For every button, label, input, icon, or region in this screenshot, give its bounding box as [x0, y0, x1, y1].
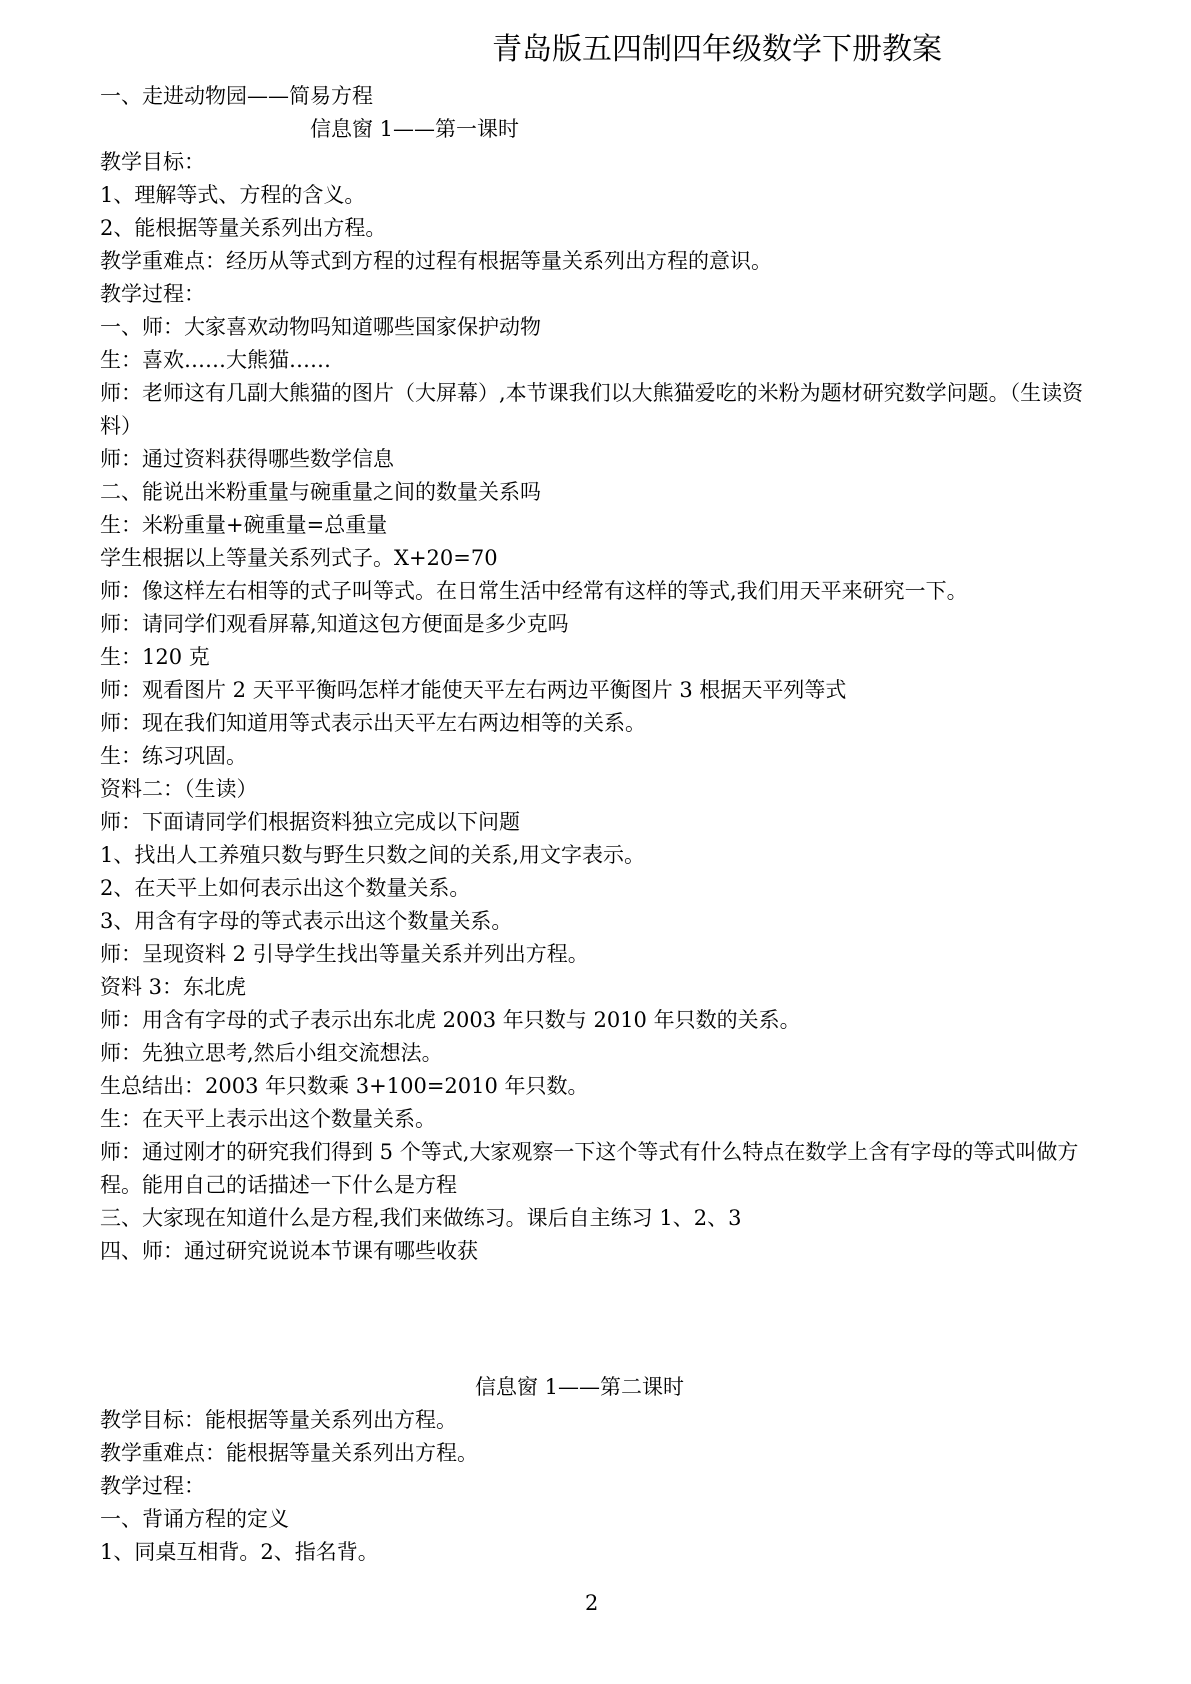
text-line: 师：下面请同学们根据资料独立完成以下问题	[100, 810, 520, 834]
page-number: 2	[585, 1591, 599, 1615]
text-line: 生：在天平上表示出这个数量关系。	[100, 1107, 436, 1131]
text-line: 教学过程：	[100, 282, 205, 306]
lesson1-subtitle: 信息窗 1——第一课时	[310, 117, 520, 141]
text-line: 教学目标：	[100, 150, 205, 174]
text-line: 1、理解等式、方程的含义。	[100, 183, 366, 207]
text-line: 师：老师这有几副大熊猫的图片（大屏幕）,本节课我们以大熊猫爱吃的米粉为题材研究数学问题。（生读资料）	[100, 381, 1084, 438]
text-line: 生：喜欢……大熊猫……	[100, 348, 331, 372]
text-line: 教学目标：能根据等量关系列出方程。	[100, 1408, 457, 1432]
text-line: 2、能根据等量关系列出方程。	[100, 216, 387, 240]
text-line: 师：现在我们知道用等式表示出天平左右两边相等的关系。	[100, 711, 646, 735]
lesson2-section	[100, 1404, 1100, 1569]
unit-heading: 一、走进动物园——简易方程	[100, 84, 373, 108]
text-line: 师：请同学们观看屏幕,知道这包方便面是多少克吗	[100, 612, 569, 636]
lesson2-subtitle: 信息窗 1——第二课时	[475, 1375, 685, 1399]
lesson1-section	[100, 80, 1100, 1268]
text-line: 生：练习巩固。	[100, 744, 247, 768]
text-line: 2、在天平上如何表示出这个数量关系。	[100, 876, 471, 900]
page-title: 青岛版五四制四年级数学下册教案	[492, 32, 942, 67]
text-line: 资料 3：东北虎	[100, 975, 247, 999]
text-line: 三、大家现在知道什么是方程,我们来做练习。课后自主练习 1、2、3	[100, 1206, 742, 1230]
text-line: 四、师：通过研究说说本节课有哪些收获	[100, 1239, 478, 1263]
text-line: 生总结出：2003 年只数乘 3+100=2010 年只数。	[100, 1074, 589, 1098]
text-line: 3、用含有字母的等式表示出这个数量关系。	[100, 909, 513, 933]
text-line: 师：通过刚才的研究我们得到 5 个等式,大家观察一下这个等式有什么特点在数学上含有字母的等式叫做方程。能用自己的话描述一下什么是方程	[100, 1140, 1079, 1197]
text-line: 学生根据以上等量关系列式子。X+20=70	[100, 546, 498, 570]
text-line: 教学过程：	[100, 1474, 205, 1498]
text-line: 师：先独立思考,然后小组交流想法。	[100, 1041, 443, 1065]
text-line: 1、同桌互相背。2、指名背。	[100, 1540, 379, 1564]
lesson1-body	[100, 146, 1100, 1268]
text-line: 教学重难点：能根据等量关系列出方程。	[100, 1441, 478, 1465]
lesson2-body	[100, 1404, 1100, 1569]
text-line: 一、背诵方程的定义	[100, 1507, 289, 1531]
text-line: 一、师：大家喜欢动物吗知道哪些国家保护动物	[100, 315, 541, 339]
text-line: 1、找出人工养殖只数与野生只数之间的关系,用文字表示。	[100, 843, 646, 867]
text-line: 师：用含有字母的式子表示出东北虎 2003 年只数与 2010 年只数的关系。	[100, 1008, 801, 1032]
text-line: 二、能说出米粉重量与碗重量之间的数量关系吗	[100, 480, 541, 504]
text-line: 师：像这样左右相等的式子叫等式。在日常生活中经常有这样的等式,我们用天平来研究一下。	[100, 579, 968, 603]
text-line: 生：米粉重量+碗重量=总重量	[100, 513, 388, 537]
text-line: 师：观看图片 2 天平平衡吗怎样才能使天平左右两边平衡图片 3 根据天平列等式	[100, 678, 847, 702]
text-line: 师：呈现资料 2 引导学生找出等量关系并列出方程。	[100, 942, 589, 966]
text-line: 师：通过资料获得哪些数学信息	[100, 447, 394, 471]
text-line: 资料二：（生读）	[100, 777, 258, 801]
text-line: 教学重难点：经历从等式到方程的过程有根据等量关系列出方程的意识。	[100, 249, 772, 273]
text-line: 生：120 克	[100, 645, 210, 669]
